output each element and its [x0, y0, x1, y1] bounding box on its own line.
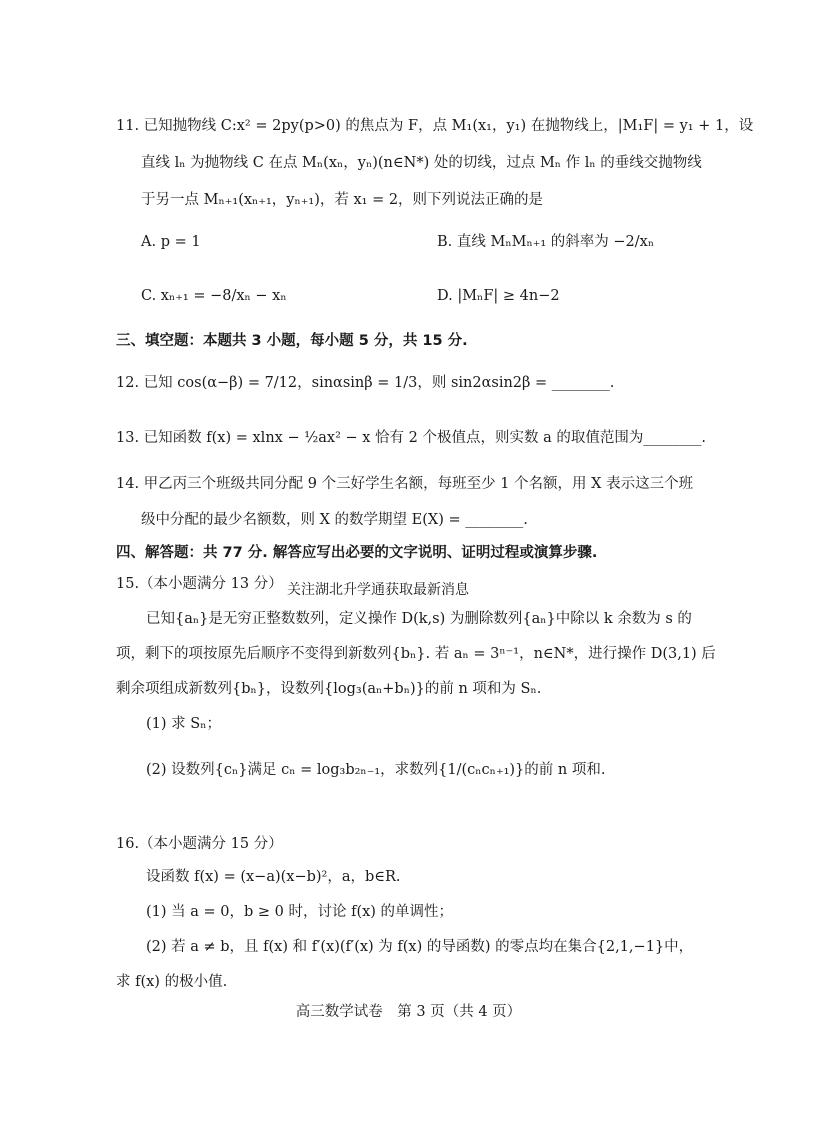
- q14-line1: 14. 甲乙丙三个班级共同分配 9 个三好学生名额，每班至少 1 个名额，用 X 表示这三个班: [116, 476, 694, 492]
- q13: 13. 已知函数 f(x) = xlnx − ½ax² − x 恰有 2 个极值点，则实数 a 的取值范围为________.: [116, 430, 706, 446]
- q11-option-d: D. |MₙF| ≥ 4n−2: [437, 288, 560, 304]
- q11-line2: 直线 lₙ 为抛物线 C 在点 Mₙ(xₙ，yₙ)(n∈N*) 处的切线，过点 Mₙ 作 lₙ 的垂线交抛物线: [141, 155, 702, 171]
- q16-part2a: (2) 若 a ≠ b，且 f(x) 和 f′(x)(f′(x) 为 f(x) 的导函数) 的零点均在集合{2,1,−1}中，: [146, 939, 694, 955]
- q15-part2: (2) 设数列{cₙ}满足 cₙ = log₃b₂ₙ₋₁，求数列{1/(cₙcₙ₊₁)}的前 n 项和.: [146, 762, 606, 778]
- q16-line1: 设函数 f(x) = (x−a)(x−b)²，a，b∈R.: [146, 869, 401, 885]
- q16-part1: (1) 当 a = 0，b ≥ 0 时，讨论 f(x) 的单调性；: [146, 904, 454, 920]
- q11-option-a: A. p = 1: [141, 234, 201, 250]
- q15-part1: (1) 求 Sₙ；: [146, 716, 221, 732]
- q15-line2: 项，剩下的项按原先后顺序不变得到新数列{bₙ}. 若 aₙ = 3ⁿ⁻¹，n∈N*，进行操作 D(3,1) 后: [116, 646, 716, 662]
- q15-watermark: 关注湖北升学通获取最新消息: [287, 582, 469, 598]
- q11-line1: 11. 已知抛物线 C:x² = 2py(p>0) 的焦点为 F，点 M₁(x₁，y₁) 在抛物线上，|M₁F| = y₁ + 1，设: [116, 118, 754, 134]
- q16-part2b: 求 f(x) 的极小值.: [116, 974, 228, 990]
- q15-line3: 剩余项组成新数列{bₙ}，设数列{log₃(aₙ+bₙ)}的前 n 项和为 Sₙ.: [116, 681, 542, 697]
- section-4-heading: 四、解答题：共 77 分. 解答应写出必要的文字说明、证明过程或演算步骤.: [116, 545, 598, 561]
- q11-option-c: C. xₙ₊₁ = −8/xₙ − xₙ: [141, 288, 287, 304]
- q11-option-b: B. 直线 MₙMₙ₊₁ 的斜率为 −2/xₙ: [437, 234, 655, 250]
- q15-header: 15.（本小题满分 13 分）: [116, 576, 283, 592]
- q12: 12. 已知 cos(α−β) = 7/12，sinαsinβ = 1/3，则 sin2αsin2β = ________.: [116, 375, 615, 391]
- q14-line2: 级中分配的最少名额数，则 X 的数学期望 E(X) = ________.: [141, 512, 528, 528]
- page-footer: 高三数学试卷 第 3 页（共 4 页）: [295, 1004, 522, 1020]
- q11-line3: 于另一点 Mₙ₊₁(xₙ₊₁，yₙ₊₁)，若 x₁ = 2，则下列说法正确的是: [141, 192, 544, 208]
- q16-header: 16.（本小题满分 15 分）: [116, 836, 283, 852]
- section-3-heading: 三、填空题：本题共 3 小题，每小题 5 分，共 15 分.: [116, 333, 468, 349]
- q15-line1: 已知{aₙ}是无穷正整数数列，定义操作 D(k,s) 为删除数列{aₙ}中除以 k 余数为 s 的: [146, 611, 692, 627]
